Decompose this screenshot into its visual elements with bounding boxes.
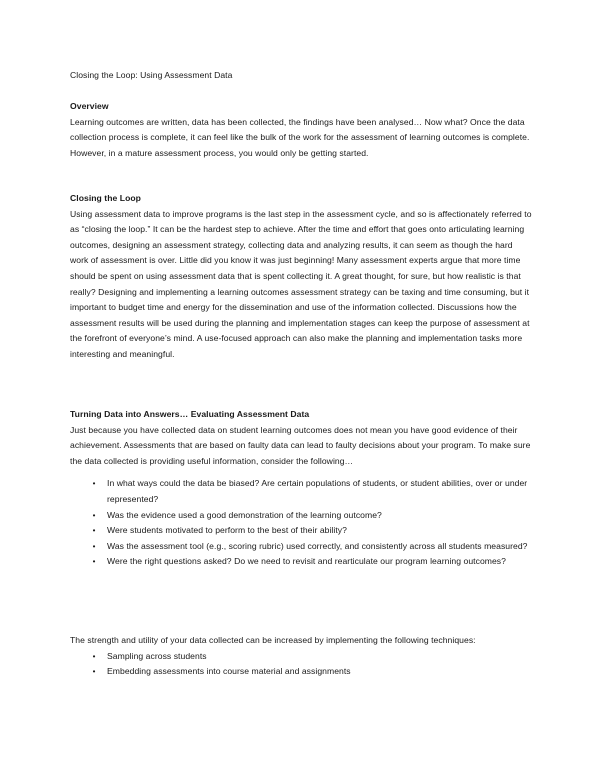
overview-section [70,99,532,161]
techniques-list [70,649,532,680]
bullet-icon: • [92,667,96,677]
turning-data-section [70,407,532,570]
techniques-section [70,633,532,680]
techniques-intro: The strength and utility of your data collected can be increased by implementing the following techniques: [70,635,476,645]
bullet-icon: • [92,541,96,551]
evaluation-questions-list [70,476,532,570]
list-item [70,554,532,570]
bullet-icon: • [92,510,96,520]
list-item [70,539,532,555]
list-item-text: Was the assessment tool (e.g., scoring rubric) used correctly, and consistently across all students measured? [107,540,528,551]
list-item-text: In what ways could the data be biased? Are certain populations of students, or student abilities, over or under represented? [107,478,528,504]
closing-loop-body: Using assessment data to improve programs is the last step in the assessment cycle, and so is affectionately referred to as “closing the loop.” It can be the hardest step to achieve. After the time and effort that goes onto articulating learning outcomes, designing an assessment strategy, collecting data and analyzing results, it can seem as though the hard work of assessment is over. Little did you know it was just beginning! Many assessment experts argue that more time should be spent on using assessment data that is spent collecting it. A great thought, for sure, but how realistic is that really? Designing and implementing a learning outcomes assessment strategy can be taxing and time consuming, but it important to budget time and energy for the dissemination and use of the information collected. Discussions how the assessment results will be used during the planning and implementation stages can keep the purpose of assessment at the forefront of everyone’s mind. A use-focused approach can also make the planning and implementation tasks more interesting and meaningful. [70,208,532,359]
list-item-text: Was the evidence used a good demonstration of the learning outcome? [107,509,382,520]
list-item-text: Sampling across students [107,650,207,661]
list-item-text: Were the right questions asked? Do we need to revisit and rearticulate our program learning outcomes? [107,556,506,567]
bullet-icon: • [92,526,96,536]
list-item-text: Were students motivated to perform to the best of their ability? [107,525,347,536]
list-item [70,476,532,507]
bullet-icon: • [92,479,96,489]
list-item [70,508,532,524]
bullet-icon: • [92,557,96,567]
overview-heading: Overview [70,101,109,111]
closing-loop-section [70,191,532,363]
document-title: Closing the Loop: Using Assessment Data [70,70,233,80]
list-item-text: Embedding assessments into course material and assignments [107,666,351,677]
bullet-icon: • [92,651,96,661]
closing-loop-heading: Closing the Loop [70,193,141,203]
list-item [70,523,532,539]
turning-data-body: Just because you have collected data on student learning outcomes does not mean you have good evidence of their achievement. Assessments that are based on faulty data can lead to faulty decisions about your program. To make sure the data collected is providing useful information, consider the following… [70,424,531,466]
turning-data-heading: Turning Data into Answers… Evaluating Assessment Data [70,409,310,419]
list-item [70,664,532,680]
list-item [70,649,532,665]
overview-body: Learning outcomes are written, data has been collected, the findings have been analysed… Now what? Once the data collection process is complete, it can feel like the bulk of the work for the assessment of learning outcomes is complete. However, in a mature assessment process, you would only be getting started. [70,116,530,158]
